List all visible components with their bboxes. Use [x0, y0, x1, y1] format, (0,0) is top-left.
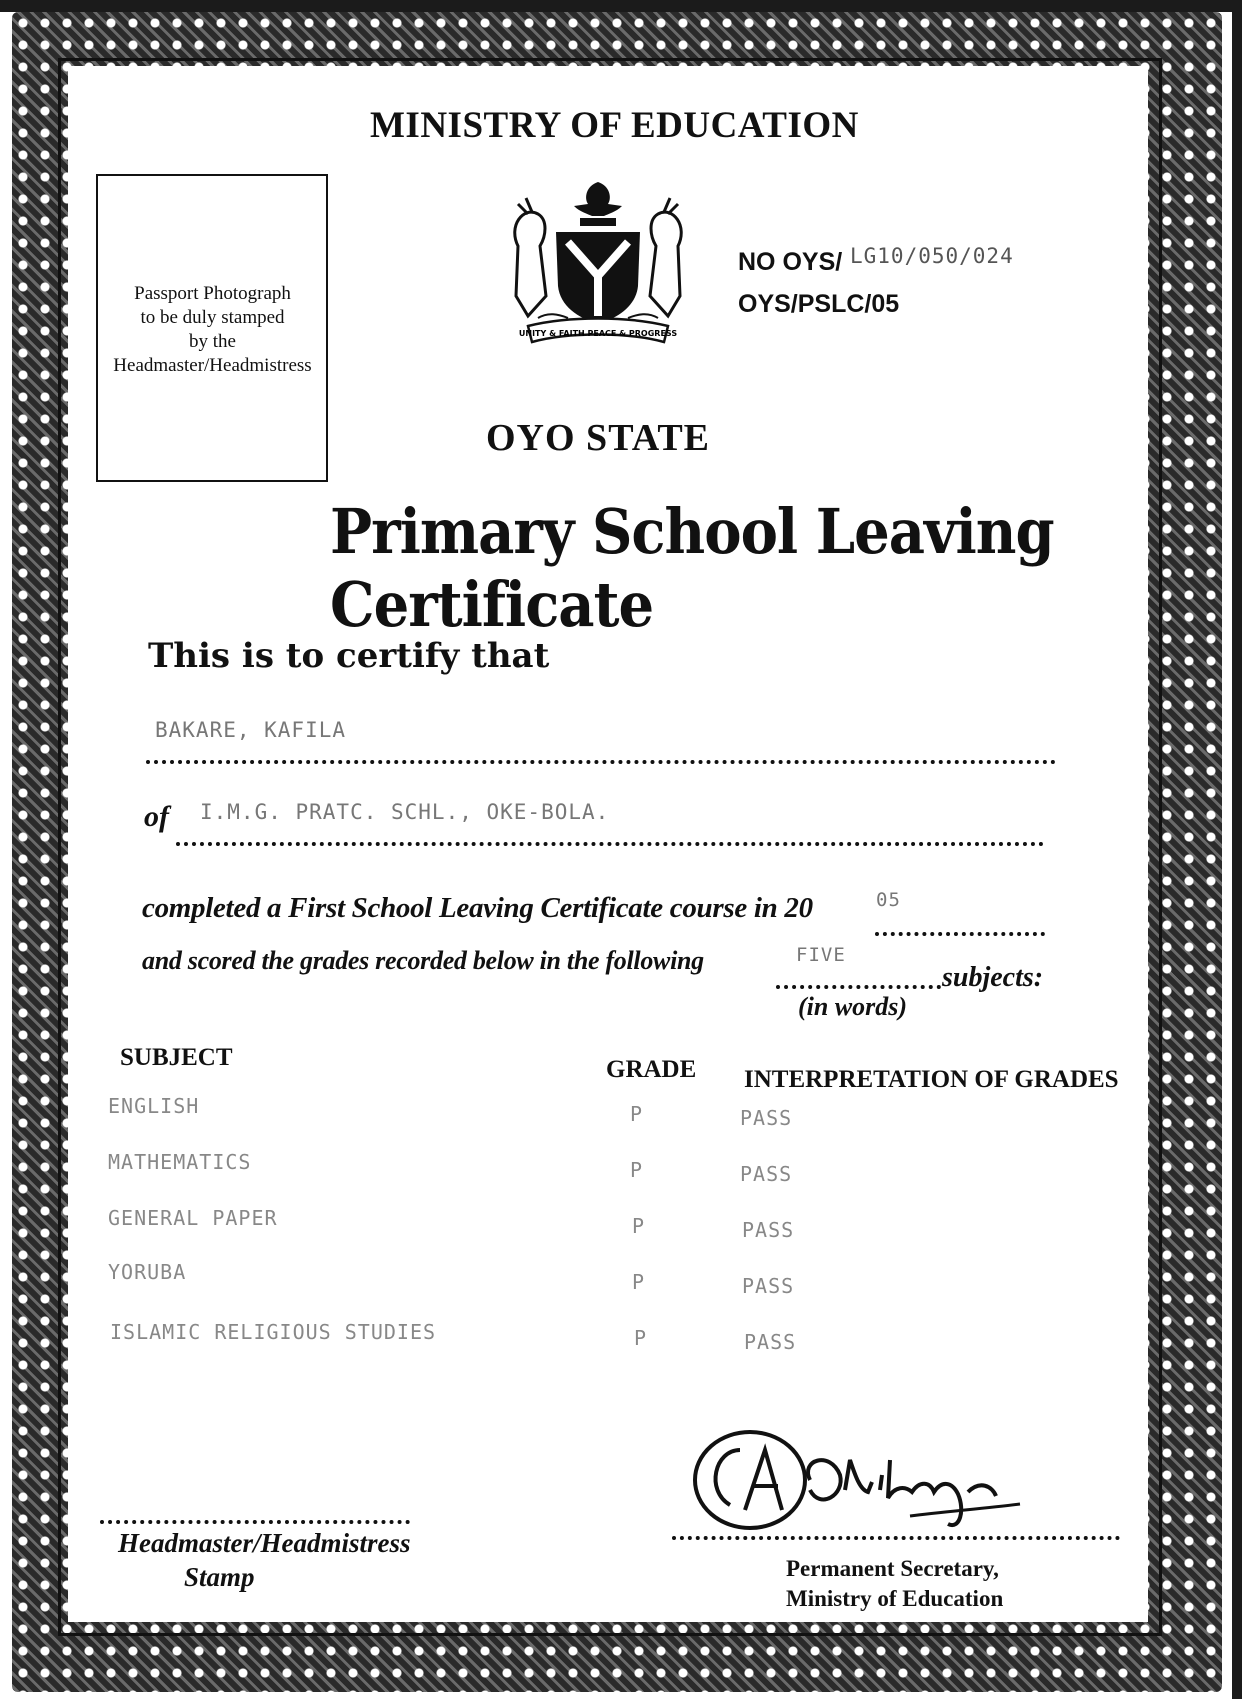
school-name: I.M.G. PRATC. SCHL., OKE-BOLA. [200, 800, 610, 824]
photo-line-3: by the [189, 331, 236, 352]
header-subject: SUBJECT [120, 1044, 233, 1071]
student-name-line [146, 760, 1056, 764]
subject-count: FIVE [796, 944, 846, 966]
signature-icon [690, 1420, 1040, 1550]
row-grade: P [634, 1326, 648, 1350]
in-words-note: (in words) [798, 992, 908, 1021]
coat-of-arms-icon [488, 176, 708, 351]
permanent-secretary-label [786, 1554, 1003, 1614]
row-subject: YORUBA [108, 1260, 187, 1284]
scan-top-edge [0, 0, 1242, 12]
row-interpretation: PASS [740, 1162, 793, 1186]
row-subject: ISLAMIC RELIGIOUS STUDIES [110, 1320, 437, 1344]
certify-statement: This is to certify that [148, 636, 550, 676]
photo-line-1: Passport Photograph [134, 283, 291, 304]
perm-sec-line-1: Permanent Secretary, [786, 1556, 999, 1581]
year-suffix: 05 [876, 889, 901, 911]
row-grade: P [632, 1270, 646, 1294]
subject-count-line [776, 985, 941, 989]
header-grade: GRADE [606, 1056, 697, 1083]
state-title: OYO STATE [486, 417, 711, 459]
row-subject: GENERAL PAPER [108, 1206, 278, 1230]
certificate-title: Primary School Leaving Certificate [330, 496, 1054, 642]
headmaster-stamp-label [118, 1526, 411, 1594]
row-interpretation: PASS [742, 1274, 795, 1298]
row-grade: P [630, 1158, 644, 1182]
row-subject: MATHEMATICS [108, 1150, 252, 1174]
header-interpretation: INTERPRETATION OF GRADES [744, 1066, 1119, 1093]
row-subject: ENGLISH [108, 1094, 200, 1118]
scored-statement: and scored the grades recorded below in the following [142, 946, 704, 975]
row-grade: P [632, 1214, 646, 1238]
row-grade: P [630, 1102, 644, 1126]
reference-number-label: NO OYS/ [738, 248, 843, 276]
passport-photo-instructions [100, 282, 325, 378]
subjects-suffix: subjects: [942, 962, 1044, 993]
year-line [875, 932, 1045, 936]
of-label: of [144, 800, 169, 833]
perm-sec-line-2: Ministry of Education [786, 1586, 1004, 1611]
headmaster-line-1: Headmaster/Headmistress [118, 1528, 411, 1558]
row-interpretation: PASS [744, 1330, 797, 1354]
completed-statement: completed a First School Leaving Certificate course in 20 [142, 892, 813, 924]
row-interpretation: PASS [742, 1218, 795, 1242]
pslc-reference: OYS/PSLC/05 [738, 290, 900, 318]
ministry-title: MINISTRY OF EDUCATION [370, 105, 859, 146]
reference-number-value: LG10/050/024 [850, 244, 1014, 268]
student-name: BAKARE, KAFILA [155, 718, 347, 742]
coat-of-arms-motto: UNITY & FAITH PEACE & PROGRESS [518, 329, 678, 338]
permanent-secretary-signature-line [672, 1536, 1120, 1540]
headmaster-signature-line [100, 1520, 410, 1524]
school-name-line [176, 842, 1044, 846]
headmaster-line-2: Stamp [184, 1562, 255, 1592]
photo-line-4: Headmaster/Headmistress [113, 355, 312, 376]
row-interpretation: PASS [740, 1106, 793, 1130]
photo-line-2: to be duly stamped [140, 307, 285, 328]
scan-right-edge [1232, 0, 1242, 1699]
